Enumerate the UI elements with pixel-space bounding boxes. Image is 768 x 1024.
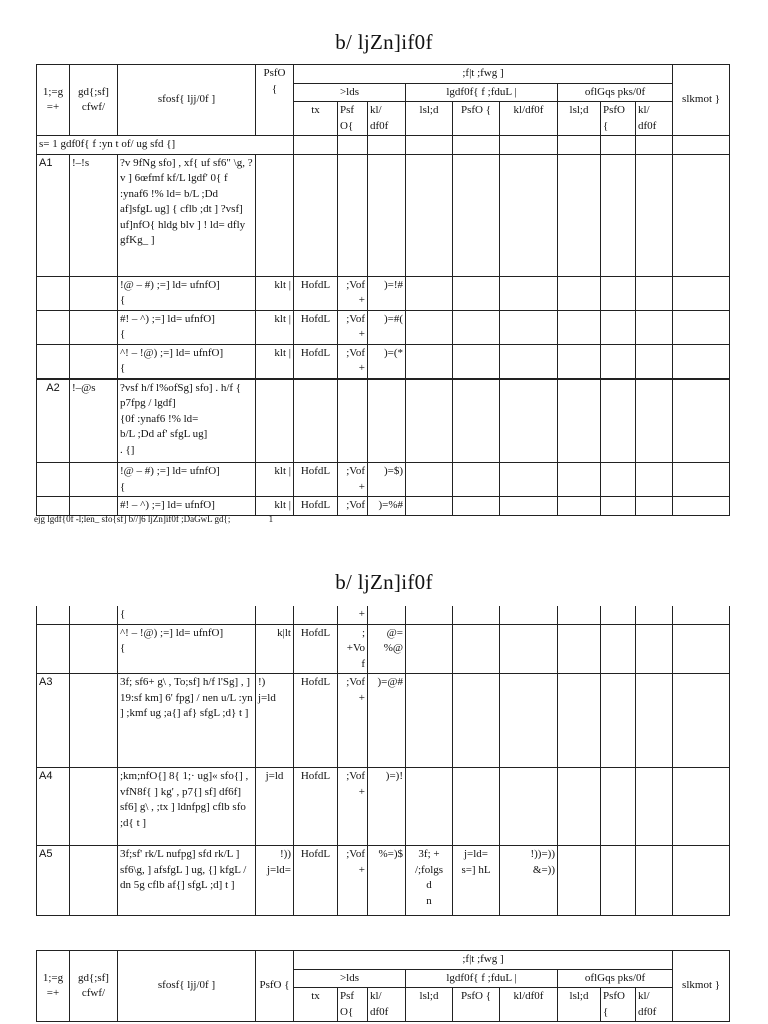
material-unit: j=ld= s=] hL — [453, 846, 500, 916]
labour-header: >lds — [294, 83, 406, 102]
table-row — [37, 624, 730, 674]
col-basis-header: gd{;sf] cfwf/ — [70, 65, 118, 136]
item-amount: )=@# — [368, 674, 406, 768]
item-amount: )=(* — [368, 344, 406, 379]
item-description: !@ – #) ;=] ld= ufnfO] { — [118, 276, 256, 310]
item-unit: klt | — [256, 276, 294, 310]
item-skill: HofdL — [294, 276, 338, 310]
sub-header: kl/df0f — [500, 102, 558, 136]
item-description: !@ – #) ;=] ld= ufnfO] { — [118, 463, 256, 497]
sub-header: kl/ df0f — [636, 988, 673, 1022]
rate-analysis-table-3 — [36, 950, 730, 1022]
header-row-1 — [37, 65, 730, 84]
rate-analysis-table-1 — [36, 64, 730, 516]
sub-header: Psf O{ — [338, 102, 368, 136]
item-description: ;km;nfO{] 8{ 1;· ug]« sfo{] , vfN8f{ ] kg' , p7{] sf] df6f] sf6] g\ , ;tx ] ldnfpg] cflb sfo ;d{ t ] — [118, 768, 256, 846]
page-title-2: b/ ljZn]if0f — [335, 570, 433, 594]
sub-header: lsl;d — [406, 102, 453, 136]
col-unit-header: PsfO { — [256, 951, 294, 1022]
item-description: 3f;sf' rk/L nufpg] sfd rk/L ] sf6\g, ] afsfgL ] ug, {] kfgL / dn 5g cflb af{] sfgL ;d] t ] — [118, 846, 256, 916]
item-description: ?v 9fNg sfo] , xf{ uf sf6" \g, ?v ] 6œfmf kf/L lgdf' 0{ f :ynaf6 !% ld= b/L ;Dd af]sfgL ug] { cflb ;dt ] ?vsf] uf]nfO{ hldg blv ] ! ld= dfly gfKg_ ] — [118, 154, 256, 276]
sub-header: kl/ df0f — [636, 102, 673, 136]
col-remarks-header: slkmot } — [673, 951, 730, 1022]
item-basis: !–@s — [70, 379, 118, 463]
item-description: 3f; sf6+ g\ , To;sf] h/f l'Sg] , ] 19:sf km] 6' fpg] / nen u/L :yn ] ;kmf ug ;a{] af} sfgL ;d} t ] — [118, 674, 256, 768]
equipment-header: oflGqs pks/0f — [558, 969, 673, 988]
sub-header: PsfO { — [601, 102, 636, 136]
col-remarks-header: slkmot } — [673, 65, 730, 136]
item-skill: HofdL — [294, 344, 338, 379]
sub-header: lsl;d — [558, 988, 601, 1022]
sub-header: lsl;d — [406, 988, 453, 1022]
sub-header: PsfO { — [453, 102, 500, 136]
section-row — [37, 136, 730, 155]
item-description: ?vsf h/f l%ofSg] sfo] . h/f { p7fpg / lgdf] {0f :ynaf6 !% ld= b/L ;Dd af' sfgL ug] . {] — [118, 379, 256, 463]
item-qty-unit: ; +Vo f — [338, 624, 368, 674]
sub-header: PsfO { — [601, 988, 636, 1022]
table-row — [37, 768, 730, 846]
table-row — [37, 674, 730, 768]
item-id: A4 — [37, 768, 70, 846]
item-skill: HofdL — [294, 674, 338, 768]
item-unit: klt | — [256, 344, 294, 379]
item-qty-unit: ;Vof + — [338, 310, 368, 344]
item-qty-unit: + — [338, 606, 368, 624]
footer-text: ejg lgdf{0f -l;len_ sfo{sf] b//]6 ljZn]if0f ;DaGwL gd{; — [34, 514, 231, 524]
material-kind: 3f; + /;folgs d n — [406, 846, 453, 916]
footer-page-number: 1 — [268, 514, 274, 524]
header-row-1 — [37, 951, 730, 970]
item-qty-unit: ;Vof + — [338, 344, 368, 379]
item-amount: %=)$ — [368, 846, 406, 916]
table-row — [37, 606, 730, 624]
item-description: #! – ^) ;=] ld= ufnfO] { — [118, 310, 256, 344]
equipment-header: oflGqs pks/0f — [558, 83, 673, 102]
item-amount: @= %@ — [368, 624, 406, 674]
col-description-header: sfosf{ ljj/0f ] — [118, 65, 256, 136]
item-skill: HofdL — [294, 310, 338, 344]
sub-header: kl/df0f — [500, 988, 558, 1022]
item-amount: )=!# — [368, 276, 406, 310]
item-unit: k|lt — [256, 624, 294, 674]
item-id: A5 — [37, 846, 70, 916]
item-unit: j=ld — [256, 768, 294, 846]
item-id: A1 — [37, 154, 70, 276]
col-unit-header: PsfO { — [256, 65, 294, 136]
item-amount: )=)! — [368, 768, 406, 846]
table-row — [37, 310, 730, 344]
item-basis: !–!s — [70, 154, 118, 276]
item-skill: HofdL — [294, 463, 338, 497]
item-unit: !)) j=ld= — [256, 846, 294, 916]
item-qty-unit: ;Vof + — [338, 768, 368, 846]
item-amount: )=#( — [368, 310, 406, 344]
table-row — [37, 379, 730, 463]
table-row — [37, 497, 730, 516]
table-row — [37, 846, 730, 916]
section-title: s= 1 gdf0f{ f :yn t of/ ug sfd {] — [37, 136, 294, 155]
resources-header: ;f|t ;fwg ] — [294, 951, 673, 970]
table-row — [37, 276, 730, 310]
item-id: A2 — [37, 379, 70, 463]
item-id: A3 — [37, 674, 70, 768]
material-header: lgdf0f{ f ;fduL | — [406, 969, 558, 988]
table-row — [37, 463, 730, 497]
sub-header: Psf O{ — [338, 988, 368, 1022]
item-qty-unit: ;Vof + — [338, 463, 368, 497]
material-header: lgdf0f{ f ;fduL | — [406, 83, 558, 102]
item-skill: HofdL — [294, 497, 338, 516]
page-title-1: b/ ljZn]if0f — [335, 30, 433, 54]
item-description: ^! – !@) ;=] ld= ufnfO] { — [118, 344, 256, 379]
item-description: #! – ^) ;=] ld= ufnfO] — [118, 497, 256, 516]
item-skill: HofdL — [294, 846, 338, 916]
sub-header: tx — [294, 102, 338, 136]
item-qty-unit: ;Vof + — [338, 276, 368, 310]
page-footer — [34, 514, 273, 524]
sub-header: kl/ df0f — [368, 988, 406, 1022]
item-amount: )=%# — [368, 497, 406, 516]
col-serial-header: 1;=g =+ — [37, 951, 70, 1022]
resources-header: ;f|t ;fwg ] — [294, 65, 673, 84]
table-row — [37, 154, 730, 276]
material-amount: !))=)) &=)) — [500, 846, 558, 916]
sub-header: kl/ df0f — [368, 102, 406, 136]
col-description-header: sfosf{ ljj/0f ] — [118, 951, 256, 1022]
item-unit: klt | — [256, 497, 294, 516]
labour-header: >lds — [294, 969, 406, 988]
item-qty-unit: ;Vof + — [338, 674, 368, 768]
item-skill: HofdL — [294, 624, 338, 674]
sub-header: tx — [294, 988, 338, 1022]
item-unit: !) j=ld — [256, 674, 294, 768]
item-qty-unit: ;Vof — [338, 497, 368, 516]
col-serial-header: 1;=g =+ — [37, 65, 70, 136]
item-skill: HofdL — [294, 768, 338, 846]
item-qty-unit: ;Vof + — [338, 846, 368, 916]
rate-analysis-table-2 — [36, 606, 730, 916]
sub-header: PsfO { — [453, 988, 500, 1022]
item-description: ^! – !@) ;=] ld= ufnfO] { — [118, 624, 256, 674]
item-description: { — [118, 606, 256, 624]
item-amount: )=$) — [368, 463, 406, 497]
item-unit: klt | — [256, 463, 294, 497]
table-row — [37, 344, 730, 379]
sub-header: lsl;d — [558, 102, 601, 136]
item-unit: klt | — [256, 310, 294, 344]
col-basis-header: gd{;sf] cfwf/ — [70, 951, 118, 1022]
